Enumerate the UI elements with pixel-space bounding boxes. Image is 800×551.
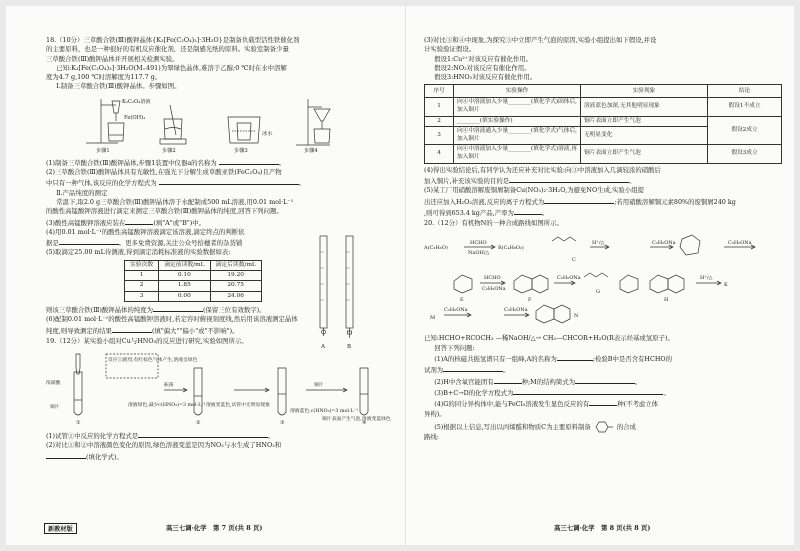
reagent-label: C₂H₅ONa xyxy=(652,240,676,247)
reagent-label: C₂H₅ONa xyxy=(504,307,528,314)
th-trial: 实验次数 xyxy=(125,260,159,270)
th-conclusion: 结论 xyxy=(708,85,782,98)
table-row: 3 0.00 24.06 xyxy=(125,291,262,301)
buret-b-label: B xyxy=(347,344,352,350)
table-row: 2 1.85 20.75 xyxy=(125,281,262,291)
reagent-label: HCHO xyxy=(470,240,487,247)
compound-h: H xyxy=(664,297,669,304)
edition-tag: 新教材版 xyxy=(44,523,77,534)
table-row: 1 0.10 19.20 xyxy=(125,271,262,281)
th-after: 滴定后读数/mL xyxy=(210,260,261,270)
table-row: 1 向④中溶液加入少量________(填化学式)固体后,加入铜片 溶液蓝色加深,无其他明显现象 假设1不成立 xyxy=(425,98,782,116)
q18-4: (4)用0.01 mol·L⁻¹的酸性高锰酸钾溶液滴定该溶液,滴定终点的判断依 xyxy=(46,227,245,236)
reagent-label: C₂H₅ONa xyxy=(444,307,468,314)
q18-head: 18.（10分）三草酸合铁(Ⅲ)酸钾晶体{K₃[Fe(C₂O₄)₃]·3H₂O}是制备负载型活性铁催化剂 xyxy=(46,36,300,44)
q19-5: (5)某工厂用硝酸溶解废铜屑制备Cu(NO₃)₂·3H₂O,为避免NO生成,实验小组提 xyxy=(424,186,644,195)
q18-known-2: 度为4.7 g,100 ℃时溶解度为117.7 g。 xyxy=(46,73,162,82)
q18-2b: 中只有一种气体,该反应的化学方程式为 。 xyxy=(46,179,306,188)
ice-water-label: 冰水 xyxy=(262,130,273,137)
right-page xyxy=(424,36,784,442)
th-before: 滴定前读数/mL xyxy=(159,260,210,270)
q18-5b: 则该三草酸合铁(Ⅲ)酸钾晶体的纯度为 (保留三位有效数字)。 xyxy=(46,305,266,314)
tube-4-desc: 铜片表面产生气泡,溶液变蓝绿色 xyxy=(322,417,391,423)
q19-2: (2)对比①和②中溶液颜色变化的原因,绿色溶液变蓝是因为NO₂与水生成了HNO₂和 xyxy=(46,441,282,450)
compound-c: C xyxy=(572,257,576,264)
q18-5: (5)取滴定25.00 mL待测液,得到滴定消耗标准液的实验数据如表: xyxy=(46,248,231,257)
reagent-label: HCHO xyxy=(484,275,501,282)
add-copper-label: 铜片 xyxy=(314,383,324,389)
q19-5b: 出还应加入H₂O₂溶液,反应的离子方程式为 ;若用硝酸溶解铜元素80%的废铜屑240 kg xyxy=(424,197,736,206)
q19-2b: (填化学式)。 xyxy=(46,451,406,462)
reagent-label: C₂H₅ONa xyxy=(728,240,752,247)
q19-3: (3)对比③和④中现象,为探究③中立即产生气泡的原因,实验小组提出如下假设,并设 xyxy=(424,36,657,44)
step3-label: 步骤3 xyxy=(234,147,248,154)
tube-2-label: ② xyxy=(196,421,201,427)
buret-a-label: A xyxy=(321,344,325,350)
feoh-label: Fe(OH)₃ xyxy=(124,114,146,121)
q20-4: (4)G的同分异构体中,能与FeCl₃溶液发生显色反应的有 种(不考虑立体 xyxy=(434,400,659,409)
table-row: 2 ________(填实验操作) 铜片表面立即产生气泡 假设2成立 xyxy=(425,116,782,127)
apparatus-figure xyxy=(46,95,406,155)
q18-section-1: Ⅰ.制备三草酸合铁(Ⅲ)酸钾晶体。步骤如图。 xyxy=(56,82,181,91)
reagent-label: NaOH/△ xyxy=(468,250,490,257)
note-box-text: 反应①剧烈,有红棕色气体产生,溶液呈绿色 xyxy=(108,358,198,364)
reagent-label: C₂H₅ONa xyxy=(557,275,581,282)
q19-flow-diagram xyxy=(46,348,406,428)
q20-ask: 回答下列问题: xyxy=(434,343,475,352)
q20-head: 20.（12分）有机物N的一种合成路线如图所示。 xyxy=(424,219,563,228)
synthesis-scheme xyxy=(424,231,784,331)
tube-3-desc: 溶液蓝色,c(HNO₃)=3 mol·L⁻¹ xyxy=(290,409,359,415)
th-operation: 实验操作 xyxy=(454,85,581,98)
q20-3: (3)B+C→D的化学方程式为 。 xyxy=(434,388,670,397)
compound-e: E xyxy=(460,297,464,304)
page-footer-left: 高三七调·化学 第 7 页(共 8 页) xyxy=(166,524,263,532)
compound-k: K xyxy=(724,282,728,289)
q18-para: 常温下,取2.0 g三草酸合铁(Ⅲ)酸钾晶体溶于水配制成500 mL溶液,用0.01 mol·L⁻¹ xyxy=(56,197,294,206)
reagent-label: C₂H₅ONa xyxy=(482,286,506,293)
q18-4b: 据是 。更多免费资源,关注公众号拾穗者的杂货铺 xyxy=(46,239,243,248)
q20-1b: 试剂为 。 xyxy=(424,366,510,375)
q19-5c: ,则可得到653.4 kg产品,产率为 。 xyxy=(424,208,549,217)
compound-g: G xyxy=(596,289,600,296)
compound-f: F xyxy=(528,297,532,304)
q18-6b: 纯度,则导致测定的结果 (填"偏大""偏小"或"不影响")。 xyxy=(46,326,239,335)
th-phenomenon: 实验现象 xyxy=(581,85,708,98)
table-row: 3 向④中溶液通入少量________(填化学式)气体后,加入铜片 无明显变化 xyxy=(425,127,782,145)
q20-5b: 路线: xyxy=(424,432,439,441)
q18-known: 已知:K₃[Fe(C₂O₄)₃]·3H₂O(M₌491)为翠绿色晶体,难溶于乙醇;0 ℃时在水中溶解 xyxy=(56,63,287,72)
step2-label: 步骤2 xyxy=(162,147,176,154)
th-no: 序号 xyxy=(425,85,454,98)
q19-4b: 加入铜片,补充该实验的目的是 。 xyxy=(424,176,636,185)
q19-3b: 计实验验证假设。 xyxy=(424,45,476,54)
exam-sheet xyxy=(6,6,794,545)
q18-2: (2)三草酸合铁(Ⅲ)酸钾晶体具有光敏性,在强光下分解生成草酸亚铁(FeC₂O₄)且产物 xyxy=(46,168,282,177)
tube-1-label: ① xyxy=(76,421,81,427)
q18-para-2: 的酸性高锰酸钾溶液进行滴定来测定三草酸合铁(Ⅲ)酸钾晶体的纯度,回答下列问题。 xyxy=(46,207,283,216)
titration-table xyxy=(124,260,262,302)
compound-b: B(C₄H₈O₂) xyxy=(498,245,524,252)
compound-n: N xyxy=(574,313,579,320)
q18-1: (1)制备三草酸合铁(Ⅲ)酸钾晶体,步骤1装置中仪器a的名称为 。 xyxy=(46,158,286,167)
q18-3: (3)酸性高锰酸钾溶液应装在 (填"A"或"B")中。 xyxy=(46,218,205,227)
q18-6: (6)配制0.01 mol·L⁻¹的酸性高锰酸钾溶液时,若定容时俯视刻度线,然后用该溶液测定晶体 xyxy=(46,315,298,324)
step4-label: 步骤4 xyxy=(304,147,318,154)
hypothesis-2: 假设2:NO₂对该反应有催化作用。 xyxy=(434,63,531,72)
conc-nitric-label: 浓硝酸 xyxy=(46,381,61,387)
step1-label: 步骤1 xyxy=(96,147,110,154)
table-row: 4 向④中溶液加入少量________(填化学式)溶液,再加入铜片 铜片表面立即产生气泡 假设3成立 xyxy=(425,145,782,163)
copper-label: 铜片 xyxy=(50,405,60,411)
shake-label: 振荡 xyxy=(164,383,174,389)
hypothesis-3: 假设3:HNO₂对该反应有催化作用。 xyxy=(434,73,537,82)
q20-1: (1)A的核磁共振氢谱只有一组峰,A的名称为 ;检验B中是否含有HCHO的 xyxy=(434,355,673,364)
q20-2: (2)H中含氧官能团有 种;M的结构简式为 。 xyxy=(434,377,642,386)
compound-m: M xyxy=(430,315,436,322)
tube-2-desc: 溶液变蓝色,试管中无明显现象 xyxy=(206,403,270,409)
reagent-label: K₂C₂O₄溶液 xyxy=(122,98,151,105)
q18-line3: 三草酸合铁(Ⅲ)酸钾晶体并开展相关检测实验。 xyxy=(46,54,179,63)
cyclohexanol-structure-icon xyxy=(593,421,615,433)
page-footer-right: 高三七调·化学 第 8 页(共 8 页) xyxy=(554,524,651,532)
q19-4: (4)得出实验结论后,有同学认为还应补充对比实验:向③中溶液加入几滴较浓的硝酸后 xyxy=(424,165,661,174)
q20-4b: 异构)。 xyxy=(424,409,446,418)
q20-5: (5)根据以上信息,写出以丙烯醛和物质C为主要原料制备 的合成 xyxy=(434,422,637,431)
reagent-label: H⁺/△ xyxy=(592,240,605,247)
buret-figure xyxy=(306,232,366,356)
tube-3-label: ③ xyxy=(280,421,285,427)
q18-line2: 的主要原料，也是一种很好的有机反应催化剂，还是制感光纸的原料。实验室制备少量 xyxy=(46,45,289,54)
q19-1: (1)试管①中反应的化学方程式是 。 xyxy=(46,432,275,441)
q19-head: 19.（12分）某实验小组对Cu与HNO₃的反应进行研究,实验如图所示。 xyxy=(46,336,248,345)
compound-a: A(C₃H₆O) xyxy=(424,245,448,252)
tube-4-label: ④ xyxy=(362,421,367,427)
experiment-table xyxy=(424,84,782,163)
q18-section-2: Ⅱ.产品纯度的测定 xyxy=(56,188,108,197)
known-reaction: 已知:HCHO+RCOCH₃ —稀NaOH/△→ CH₂—CHCOR+H₂O(R表示烃基或氢原子)。 xyxy=(424,334,674,343)
reagent-label: H⁺/△ xyxy=(700,275,713,282)
hypothesis-1: 假设1:Cu²⁺对该反应有催化作用。 xyxy=(434,54,533,63)
tube-1-desc: 溶液绿色,减少c(HNO₃)=3 mol·L⁻¹ xyxy=(128,403,206,409)
